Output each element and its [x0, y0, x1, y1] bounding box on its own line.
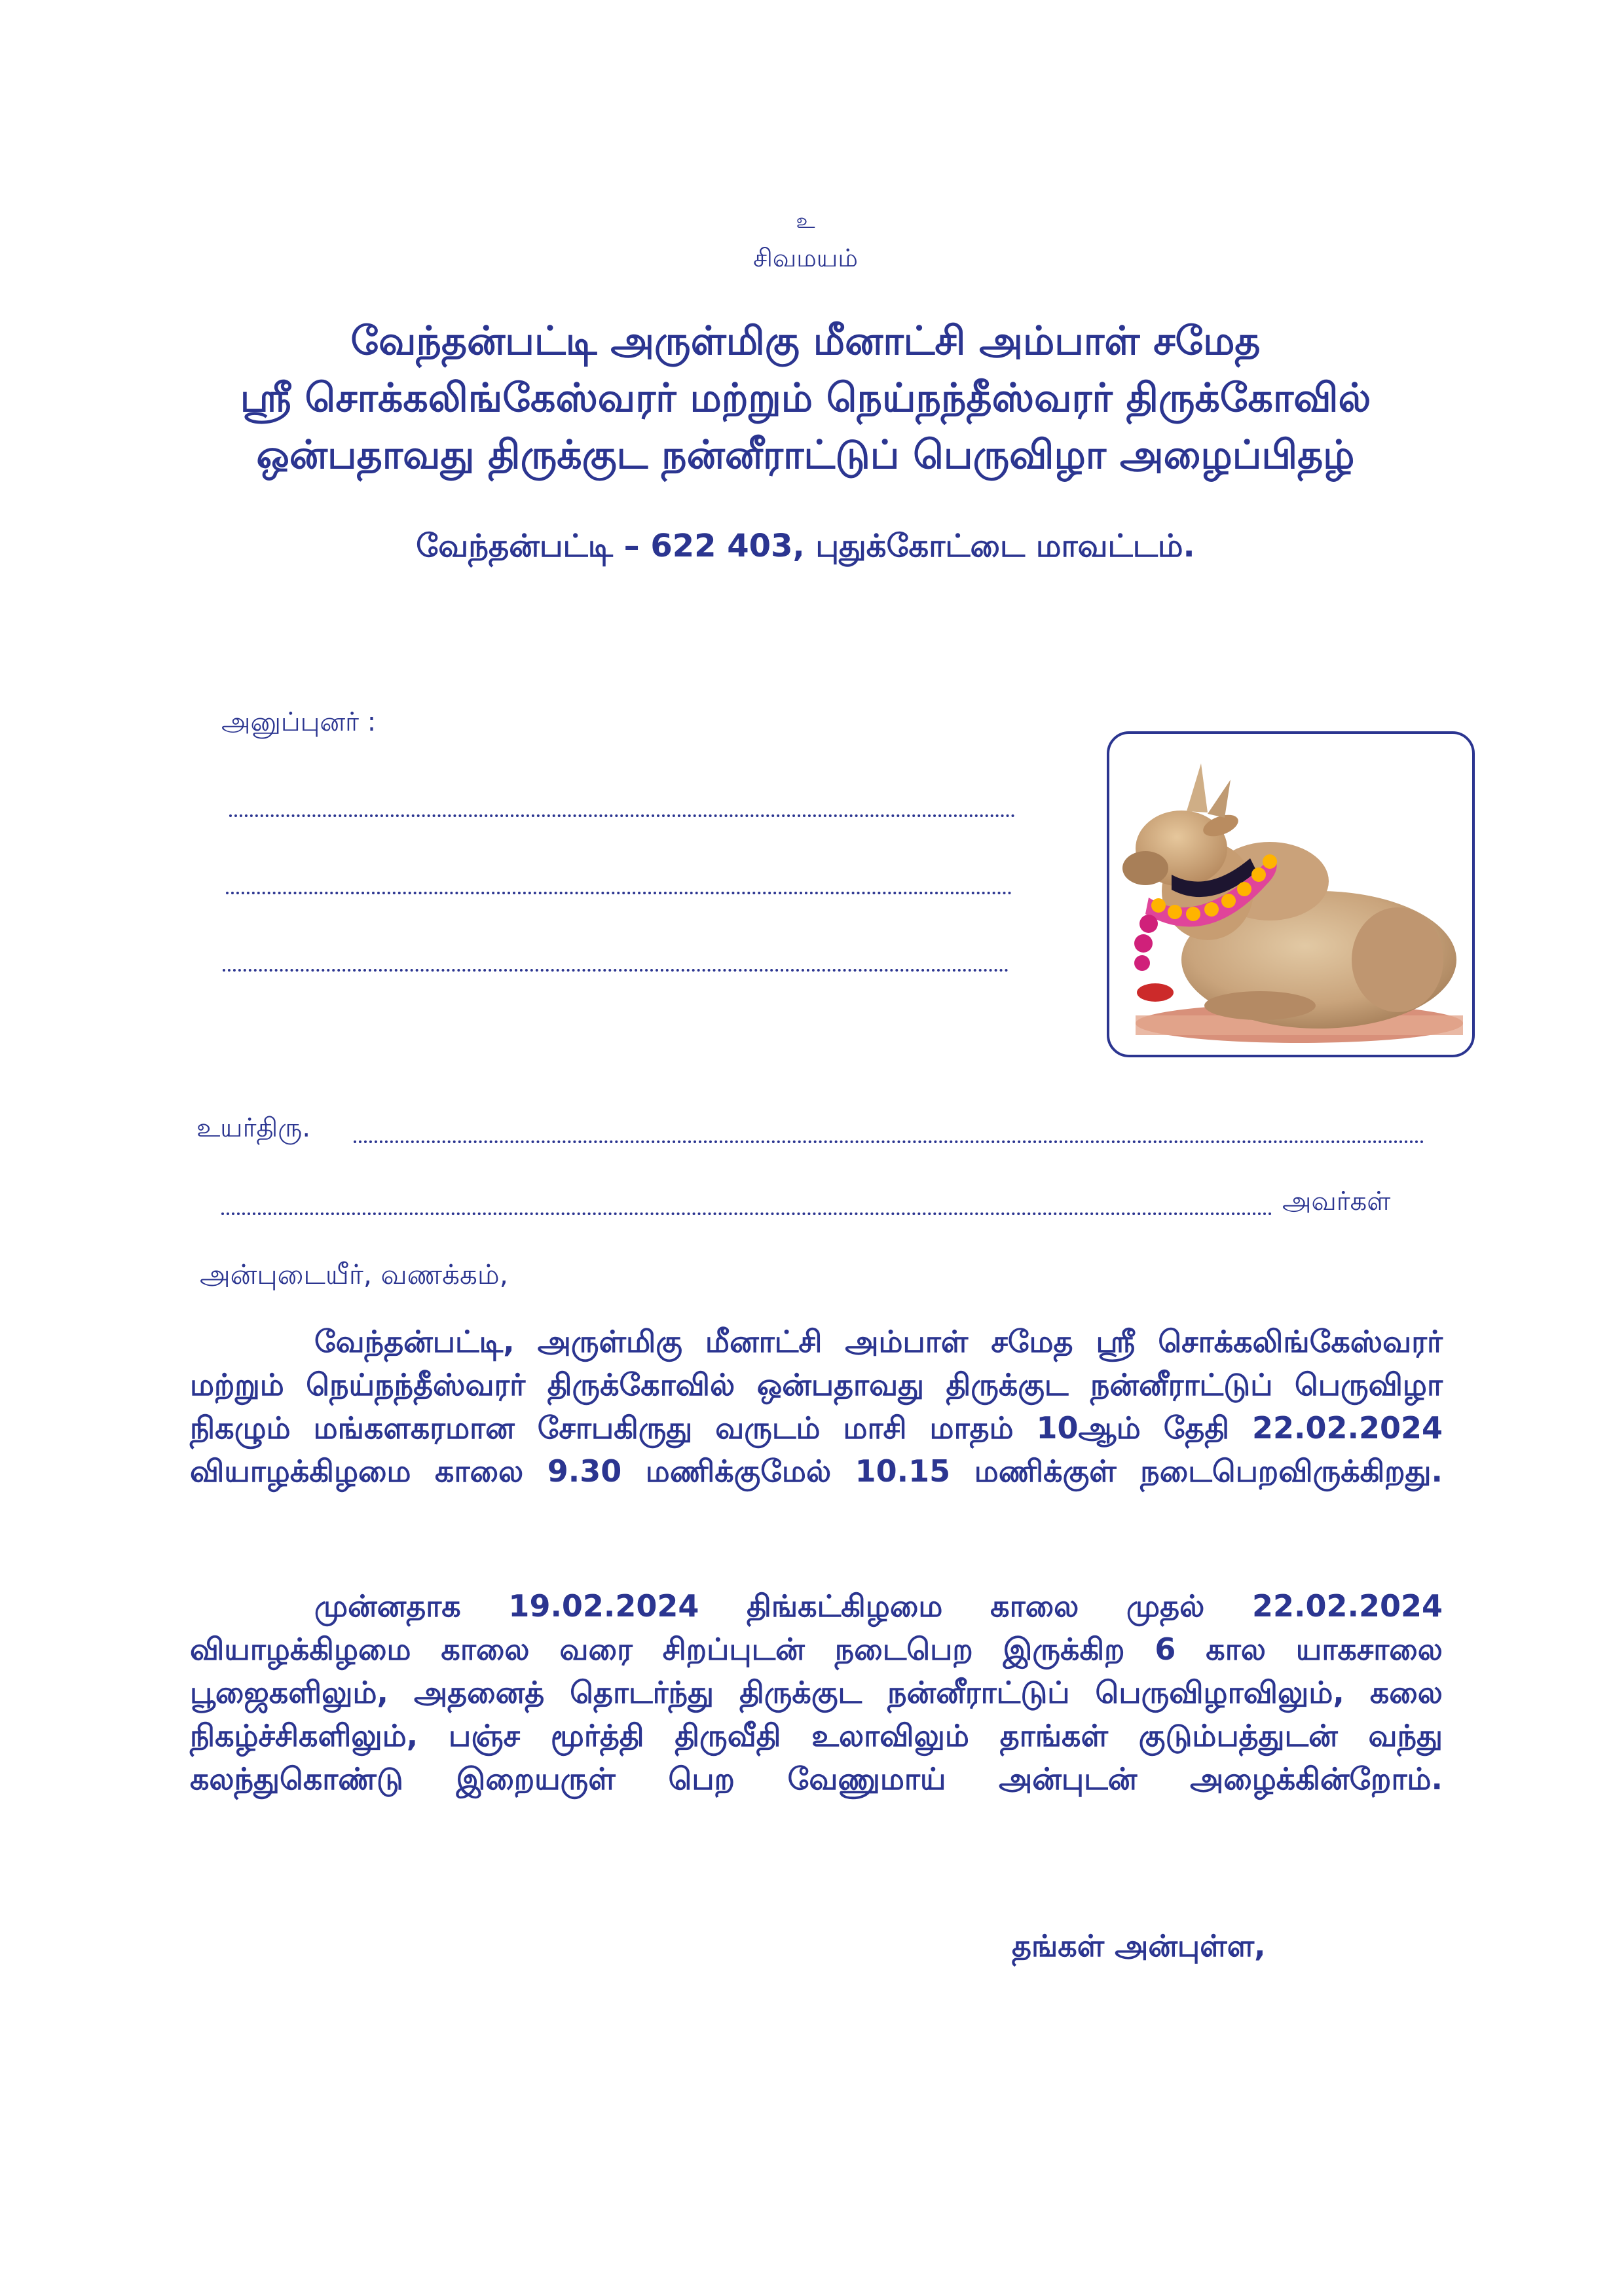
sender-line-1	[229, 814, 1015, 817]
title-line-2: ஸ்ரீ சொக்கலிங்கேஸ்வரர் மற்றும் நெய்நந்தீஸ்வரர் திருக்கோவில்	[240, 375, 1371, 421]
recipient-line-1	[354, 1140, 1424, 1143]
recipient-suffix: அவர்கள்	[1282, 1186, 1391, 1216]
pillaiyar-suli-symbol: உ	[796, 208, 815, 233]
sender-line-2	[226, 892, 1012, 894]
nandi-illustration	[1109, 734, 1472, 1055]
title-line-3: ஒன்பதாவது திருக்குட நன்னீராட்டுப் பெருவிழா அழைப்பிதழ்	[256, 432, 1355, 478]
sender-line-3	[223, 969, 1009, 972]
invitation-paragraph-2: முன்னதாக 19.02.2024 திங்கட்கிழமை காலை முதல் 22.02.2024 வியாழக்கிழமை காலை வரை சிறப்புடன் நடைபெற இருக்கிற 6 கால யாகசாலை பூஜைகளிலும், அதனைத் தொடர்ந்து திருக்குட நன்னீராட்டுப் பெருவிழாவிலும், கலை நிகழ்ச்சிகளிலும், பஞ்ச மூர்த்தி திருவீதி உலாவிலும் தாங்கள் குடும்பத்துடன் வந்து கலந்துகொண்டு இறையருள் பெற வேணுமாய் அன்புடன் அழைக்கின்றோம்.	[190, 1588, 1443, 1796]
sivamayam-heading: சிவமயம்	[753, 244, 858, 272]
title-line-1: வேந்தன்பட்டி அருள்மிகு மீனாட்சி அம்பாள் சமேத	[350, 318, 1261, 364]
recipient-line-2	[221, 1212, 1272, 1215]
greeting: அன்புடையீர், வணக்கம்,	[200, 1258, 509, 1290]
temple-address: வேந்தன்பட்டி – 622 403, புதுக்கோட்டை மாவட்டம்.	[416, 528, 1195, 564]
nandi-photo	[1107, 731, 1475, 1057]
closing-salutation: தங்கள் அன்புள்ள,	[1012, 1928, 1266, 1963]
invitation-paragraph-1: வேந்தன்பட்டி, அருள்மிகு மீனாட்சி அம்பாள் சமேத ஸ்ரீ சொக்கலிங்கேஸ்வரர் மற்றும் நெய்நந்தீஸ்வரர் திருக்கோவில் ஒன்பதாவது திருக்குட நன்னீராட்டுப் பெருவிழா நிகழும் மங்களகரமான சோபகிருது வருடம் மாசி மாதம் 10ஆம் தேதி 22.02.2024 வியாழக்கிழமை காலை 9.30 மணிக்குமேல் 10.15 மணிக்குள் நடைபெறவிருக்கிறது.	[190, 1324, 1443, 1489]
recipient-label: உயர்திரு.	[196, 1113, 311, 1143]
sender-label: அனுப்புனர் :	[221, 707, 377, 737]
